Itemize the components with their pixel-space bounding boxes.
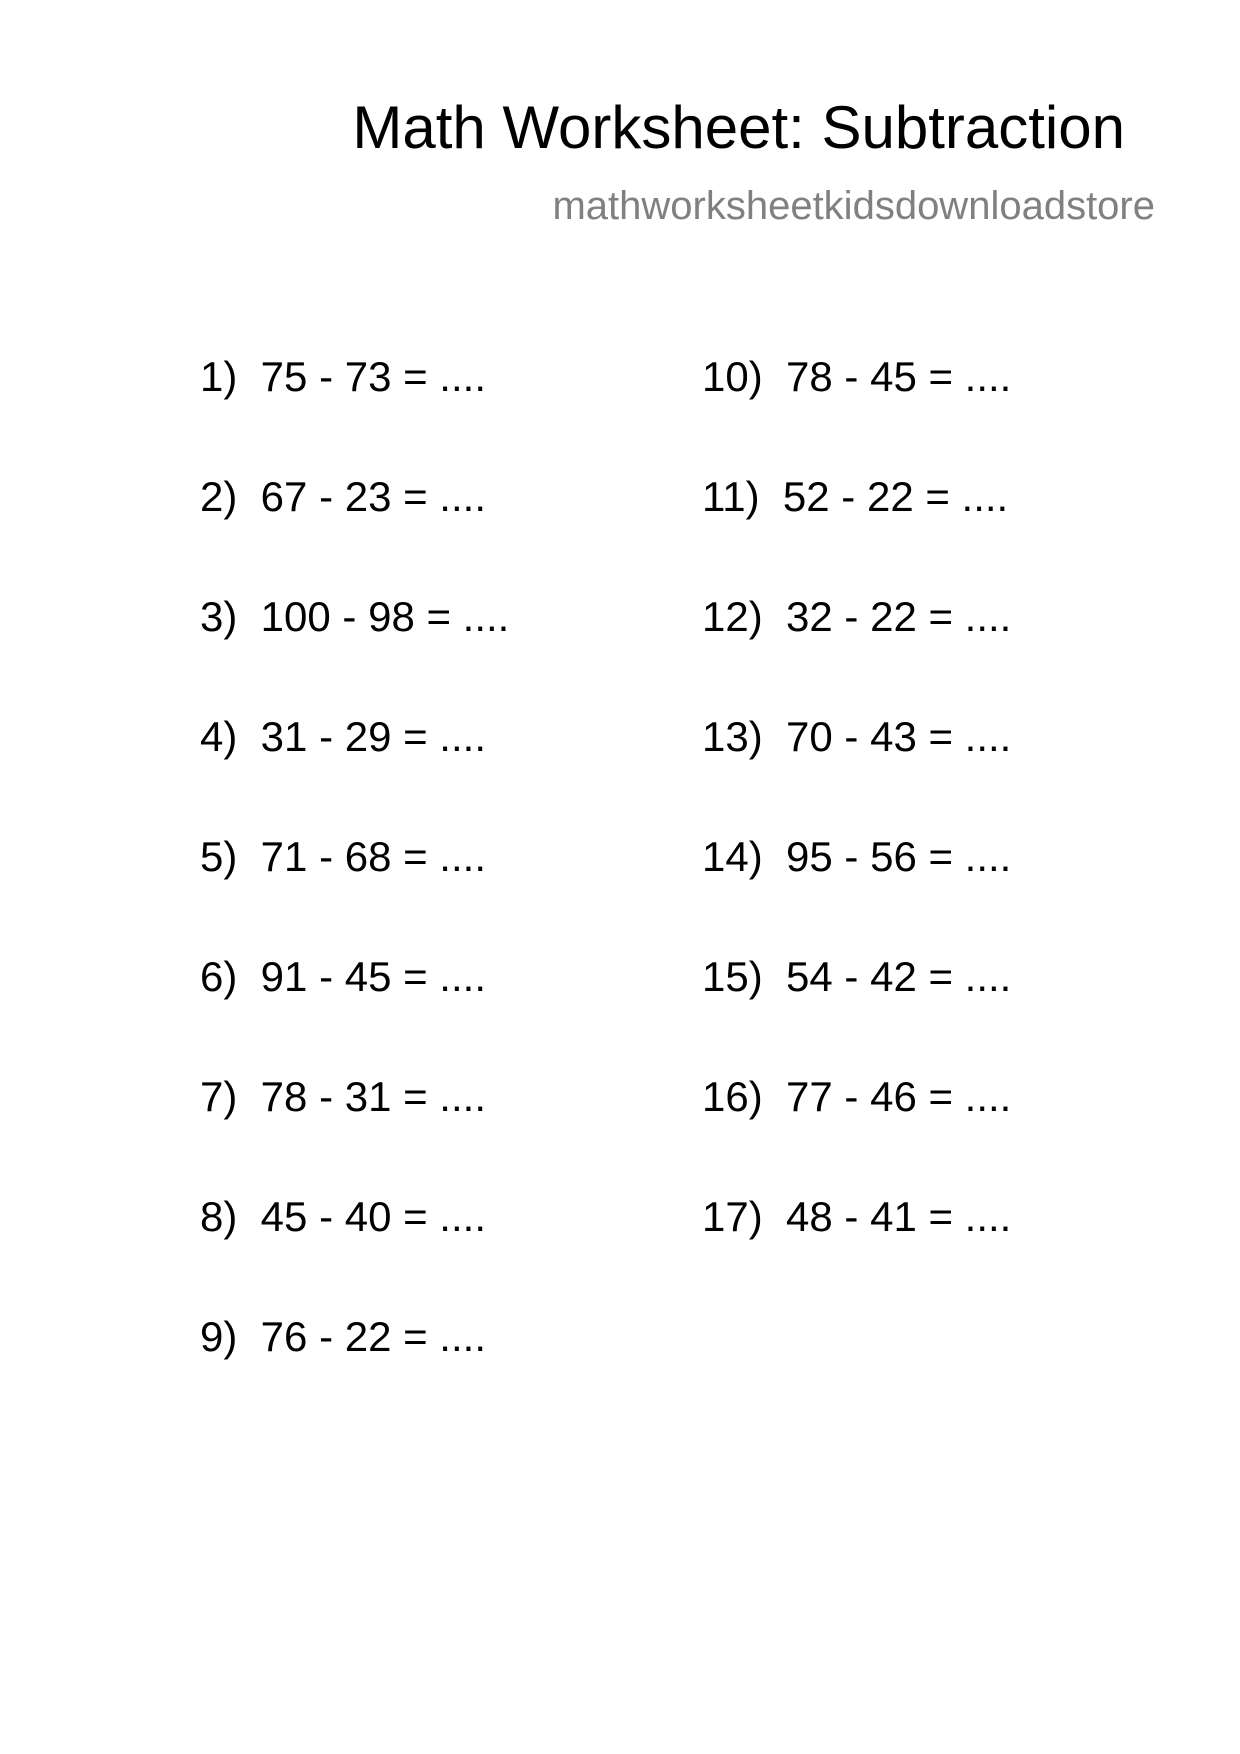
problem-5: 5) 71 - 68 = ....: [200, 833, 486, 880]
problem-6: 6) 91 - 45 = ....: [200, 953, 486, 1000]
problem-13: 13) 70 - 43 = ....: [702, 713, 1012, 760]
problem-16: 16) 77 - 46 = ....: [702, 1073, 1012, 1120]
problem-2: 2) 67 - 23 = ....: [200, 473, 486, 520]
problem-10: 10) 78 - 45 = ....: [702, 353, 1012, 400]
problem-17: 17) 48 - 41 = ....: [702, 1193, 1012, 1240]
problem-12: 12) 32 - 22 = ....: [702, 593, 1012, 640]
problem-3: 3) 100 - 98 = ....: [200, 593, 510, 640]
problem-8: 8) 45 - 40 = ....: [200, 1193, 486, 1240]
problem-4: 4) 31 - 29 = ....: [200, 713, 486, 760]
worksheet-source: mathworksheetkidsdownloadstore: [552, 184, 1155, 228]
problem-11: 11) 52 - 22 = ....: [702, 473, 1009, 520]
worksheet-title: Math Worksheet: Subtraction: [352, 94, 1125, 161]
problem-14: 14) 95 - 56 = ....: [702, 833, 1012, 880]
problem-15: 15) 54 - 42 = ....: [702, 953, 1012, 1000]
problem-9: 9) 76 - 22 = ....: [200, 1313, 486, 1360]
problem-1: 1) 75 - 73 = ....: [200, 353, 486, 400]
problem-7: 7) 78 - 31 = ....: [200, 1073, 486, 1120]
